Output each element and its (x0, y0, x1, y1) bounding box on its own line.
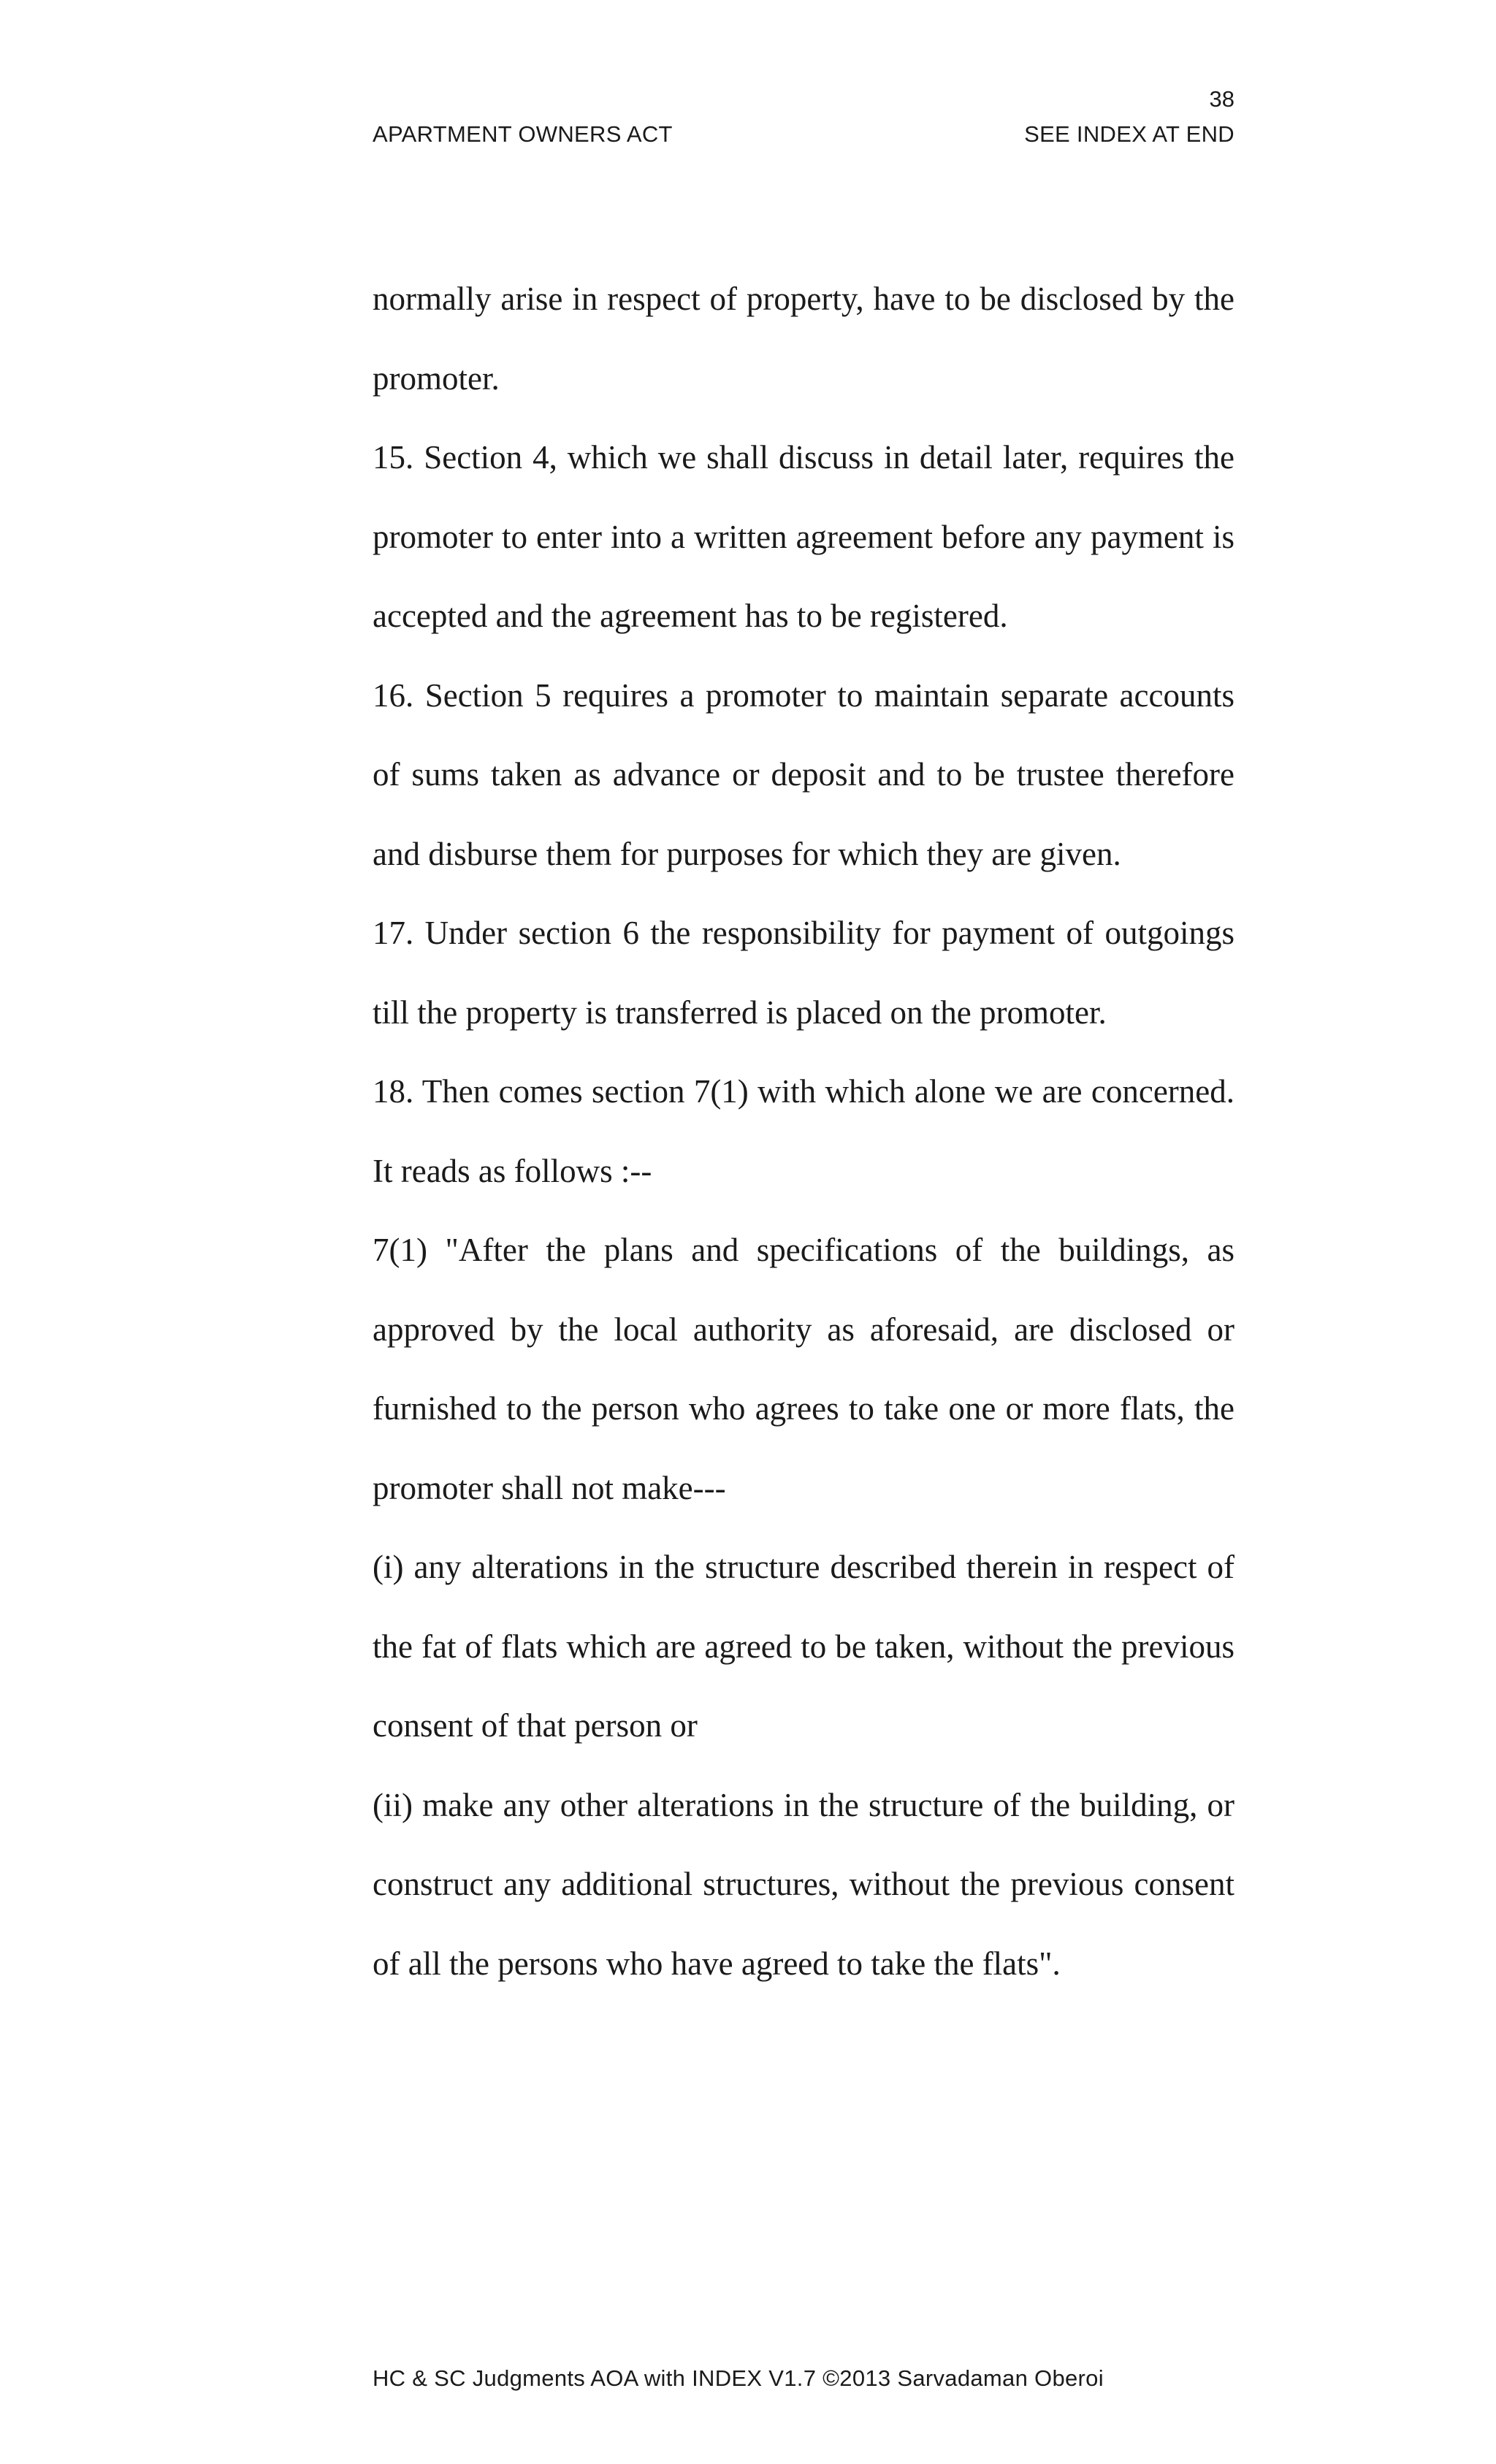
paragraph-16: 16. Section 5 requires a promoter to maintain separate accounts of sums taken as advance or deposit and to be trustee therefore and disburse them for purposes for which they are given. (373, 676, 1234, 872)
header-title: APARTMENT OWNERS ACT (373, 121, 673, 147)
clause-ii: (ii) make any other alterations in the structure of the building, or construct any additional structures, without the previous consent of all the persons who have agreed to take the flats". (373, 1786, 1234, 1982)
paragraph-18: 18. Then comes section 7(1) with which alone we are concerned. It reads as follows :-- (373, 1073, 1234, 1189)
clause-i: (i) any alterations in the structure described therein in respect of the fat of flats which are agreed to be taken, without the previous consent of that person or (373, 1549, 1234, 1744)
paragraph-15: 15. Section 4, which we shall discuss in detail later, requires the promoter to enter into a written agreement before any payment is accepted and the agreement has to be registered. (373, 439, 1234, 634)
document-body (373, 259, 1234, 2003)
page-footer: HC & SC Judgments AOA with INDEX V1.7 ©2013 Sarvadaman Oberoi (373, 2365, 1104, 2391)
paragraph-17: 17. Under section 6 the responsibility for payment of outgoings till the property is transferred is placed on the promoter. (373, 915, 1234, 1031)
running-header (373, 121, 1234, 148)
quoted-section-7-1: 7(1) "After the plans and specifications of the buildings, as approved by the local authority as aforesaid, are disclosed or furnished to the person who agrees to take one or more flats, the promoter shall not make--- (373, 1232, 1234, 1506)
page-number: 38 (1209, 86, 1234, 112)
paragraph-continuation: normally arise in respect of property, have to be disclosed by the promoter. (373, 281, 1234, 397)
header-index-note: SEE INDEX AT END (1024, 121, 1234, 147)
